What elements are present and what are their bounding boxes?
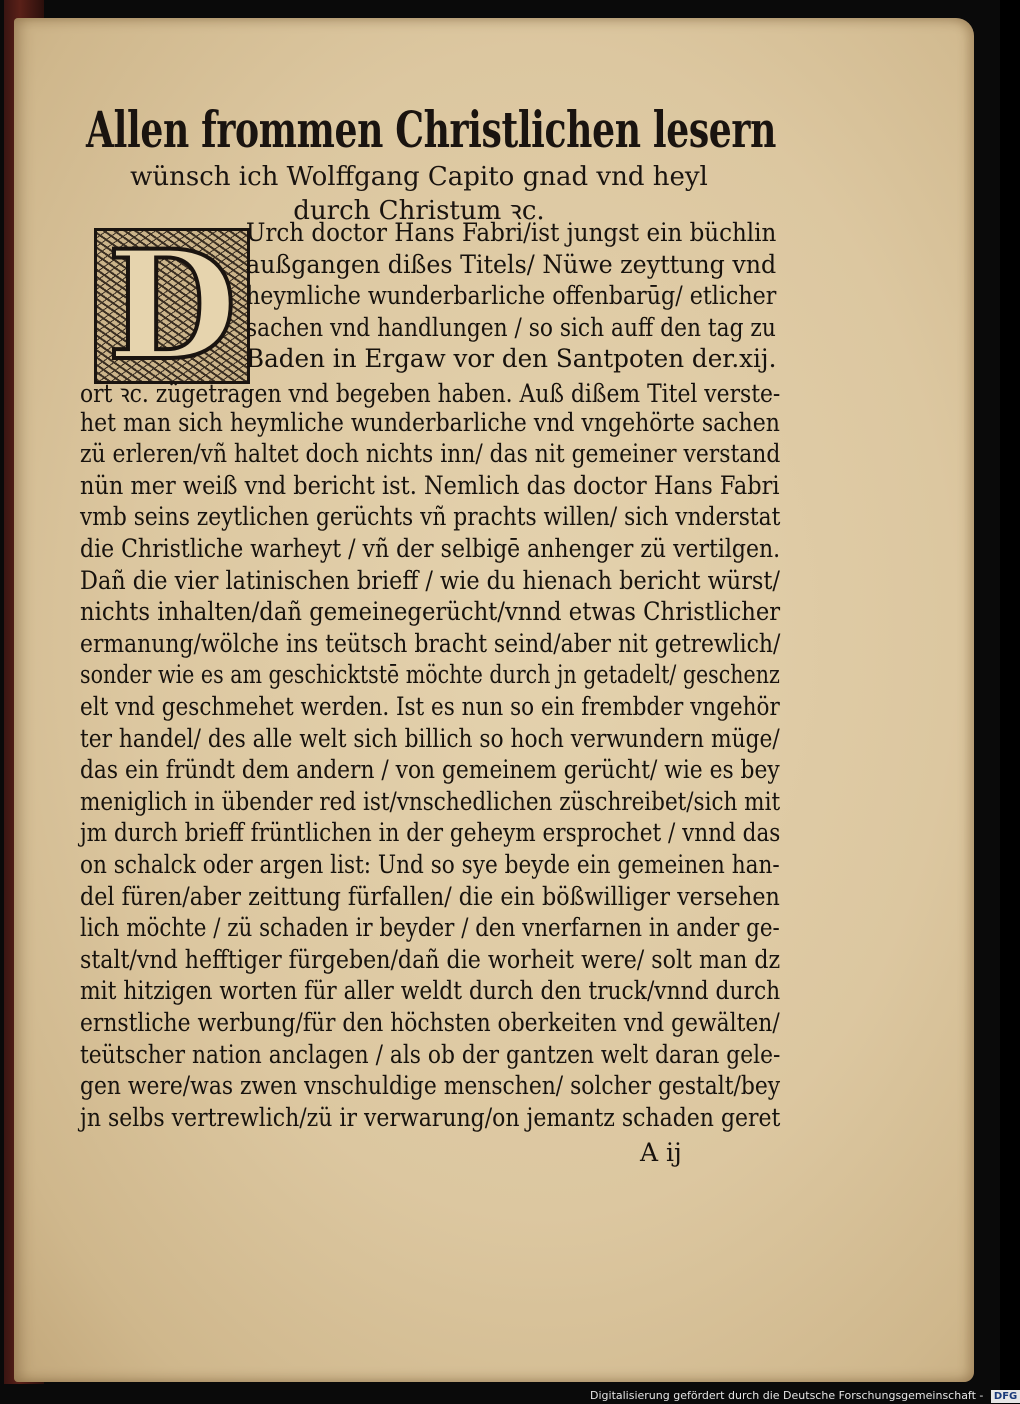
digitization-credit — [590, 1388, 1020, 1404]
body-line: ernstliche werbung/für den höchsten oberkeiten vnd gewälten/ — [80, 1008, 780, 1037]
decorated-initial — [94, 218, 254, 394]
body-line: jm durch brieff früntlichen in der geheym ersprochet / vnnd das — [80, 818, 781, 848]
body-line: nichts inhalten/dañ gemeinegerücht/vnnd etwas Christlicher — [80, 597, 781, 627]
body-line: sonder wie es am geschicktstē möchte durch jn getadelt/ geschenz — [80, 660, 780, 690]
body-line: het man sich heymliche wunderbarliche vnd vngehörte sachen — [80, 407, 780, 437]
subheading-line-1: wünsch ich Wolffgang Capito gnad vnd heyl — [130, 162, 708, 192]
drop-cap-ornament — [94, 218, 250, 394]
page-heading: Allen frommen Christlichen lesern — [86, 100, 776, 159]
body-line: lich möchte / zü schaden ir beyder / den vnerfarnen in ander ge- — [80, 913, 780, 943]
dfg-logo: DFG — [991, 1390, 1020, 1403]
body-line: außgangen dißes Titels/ Nüwe zeyttung vnd — [246, 249, 777, 279]
body-line: mit hitzigen worten für aller weldt durch den truck/vnnd durch — [80, 976, 781, 1006]
body-line: elt vnd geschmehet werden. Ist es nun so ein frembder vngehör — [80, 692, 780, 721]
subheading-line-2: durch Christum ꝛc. — [293, 196, 545, 226]
body-line: Dañ die vier latinischen brieff / wie du hienach bericht würst/ — [80, 565, 780, 595]
body-line: jn selbs vertrewlich/zü ir verwarung/on jemantz schaden geret — [80, 1102, 781, 1132]
body-line: on schalck oder argen list: Und so sye beyde ein gemeinen han- — [80, 850, 780, 879]
drop-cap-letter: D — [106, 218, 238, 394]
body-line: vmb seins zeytlichen gerüchts vñ prachts willen/ sich vnderstat — [80, 502, 781, 532]
body-line: nün mer weiß vnd bericht ist. Nemlich das doctor Hans Fabri — [80, 470, 780, 500]
body-line: zü erleren/vñ haltet doch nichts inn/ das nit gemeiner verstand — [80, 439, 781, 469]
body-line: ort ꝛc. zügetragen vnd begeben haben. Auß dißem Titel verste- — [80, 379, 781, 408]
body-line: ermanung/wölche ins teütsch bracht seind/aber nit getrewlich/ — [80, 628, 781, 658]
body-line: meniglich in übender red ist/vnschedlichen züschreibet/sich mit — [80, 786, 781, 816]
body-line: ter handel/ des alle welt sich billich so hoch verwundern müge/ — [80, 723, 780, 753]
body-line: del füren/aber zeittung fürfallen/ die ein bößwilliger versehen — [80, 881, 780, 911]
body-line: stalt/vnd hefftiger fürgeben/dañ die worheit were/ solt man dz — [80, 944, 781, 974]
book-page — [14, 18, 974, 1382]
body-line: gen were/was zwen vnschuldige menschen/ solcher gestalt/bey — [80, 1071, 781, 1101]
body-line: sachen vnd handlungen / so sich auff den tag zu — [246, 312, 776, 342]
signature-mark: A ij — [640, 1138, 682, 1168]
body-line: Baden in Ergaw vor den Santpoten der.xij. — [246, 344, 777, 374]
body-line: das ein fründt dem andern / von gemeinem gerücht/ wie es bey — [80, 755, 780, 785]
title-block — [74, 88, 794, 228]
body-line: die Christliche warheyt / vñ der selbigē anhenger zü vertilgen. — [80, 534, 781, 563]
body-line: teütscher nation anclagen / als ob der gantzen welt daran gele- — [80, 1039, 781, 1069]
credit-text: Digitalisierung gefördert durch die Deutsche Forschungsgemeinschaft - — [590, 1389, 984, 1402]
body-line: Urch doctor Hans Fabri/ist jungst ein büchlin — [246, 218, 777, 247]
body-line: heymliche wunderbarliche offenbarūg/ etlicher — [246, 281, 777, 311]
